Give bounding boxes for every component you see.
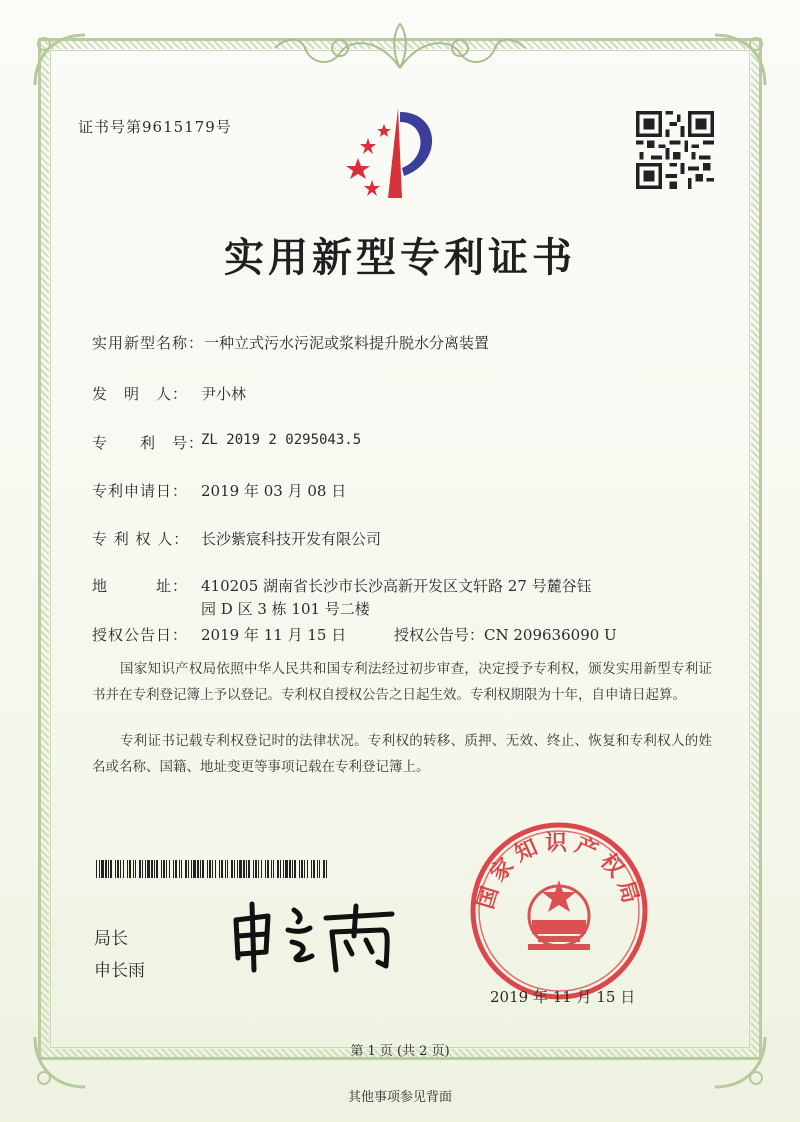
seal-text: 国家知识产权局 <box>472 829 646 912</box>
barcode-icon <box>96 860 328 878</box>
field-label: 专利申请日： <box>92 482 189 500</box>
official-seal-icon <box>468 820 650 1002</box>
director-name: 申长雨 <box>94 961 145 981</box>
field-value: 2019 年 03 月 08 日 <box>201 482 347 500</box>
field-value: CN 209636090 U <box>484 626 617 644</box>
top-ornament-icon <box>270 18 530 78</box>
page-title: 实用新型专利证书 <box>224 234 576 281</box>
field-grant-announcement-number <box>394 624 617 645</box>
field-value: 410205 湖南省长沙市长沙高新开发区文轩路 27 号麓谷钰园 D 区 3 栋 101 号二楼 <box>201 577 592 618</box>
corner-ornament-icon <box>710 30 770 90</box>
field-label: 专 利 权 人： <box>92 530 190 548</box>
page-indicator: 第 1 页 (共 2 页) <box>350 1044 450 1059</box>
field-label: 专 利 号： <box>92 434 205 452</box>
handwritten-signature-icon <box>222 896 402 976</box>
field-label: 地 址： <box>92 577 189 595</box>
field-value: 2019 年 11 月 15 日 <box>201 626 347 644</box>
field-label: 授权公告号： <box>394 626 485 644</box>
director-title: 局长 <box>94 929 128 949</box>
field-value: 长沙紫宸科技开发有限公司 <box>201 530 382 548</box>
cnipa-emblem-icon <box>340 100 450 200</box>
body-paragraph-2: 专利证书记载专利权登记时的法律状况。专利权的转移、质押、无效、终止、恢复和专利权人的姓名或名称、国籍、地址变更等事项记载在专利登记簿上。 <box>92 733 712 775</box>
field-label: 授权公告日： <box>92 626 189 644</box>
field-value: 一种立式污水污泥或浆料提升脱水分离装置 <box>204 334 490 352</box>
body-paragraph-1: 国家知识产权局依照中华人民共和国专利法经过初步审查，决定授予专利权，颁发实用新型专利证书并在专利登记簿上予以登记。专利权自授权公告之日起生效。专利权期限为十年，自申请日起算。 <box>92 661 712 703</box>
seal-date: 2019 年 11 月 15 日 <box>490 988 636 1006</box>
certificate-number: 证书号第9615179号 <box>78 118 232 136</box>
footer-note: 其他事项参见背面 <box>347 1090 452 1105</box>
field-label: 发 明 人： <box>92 385 189 403</box>
qr-code-icon <box>636 111 714 189</box>
field-label: 实用新型名称： <box>92 334 205 352</box>
field-value: ZL 2019 2 0295043.5 <box>201 432 362 448</box>
corner-ornament-icon <box>30 30 90 90</box>
field-value: 尹小林 <box>201 385 247 403</box>
